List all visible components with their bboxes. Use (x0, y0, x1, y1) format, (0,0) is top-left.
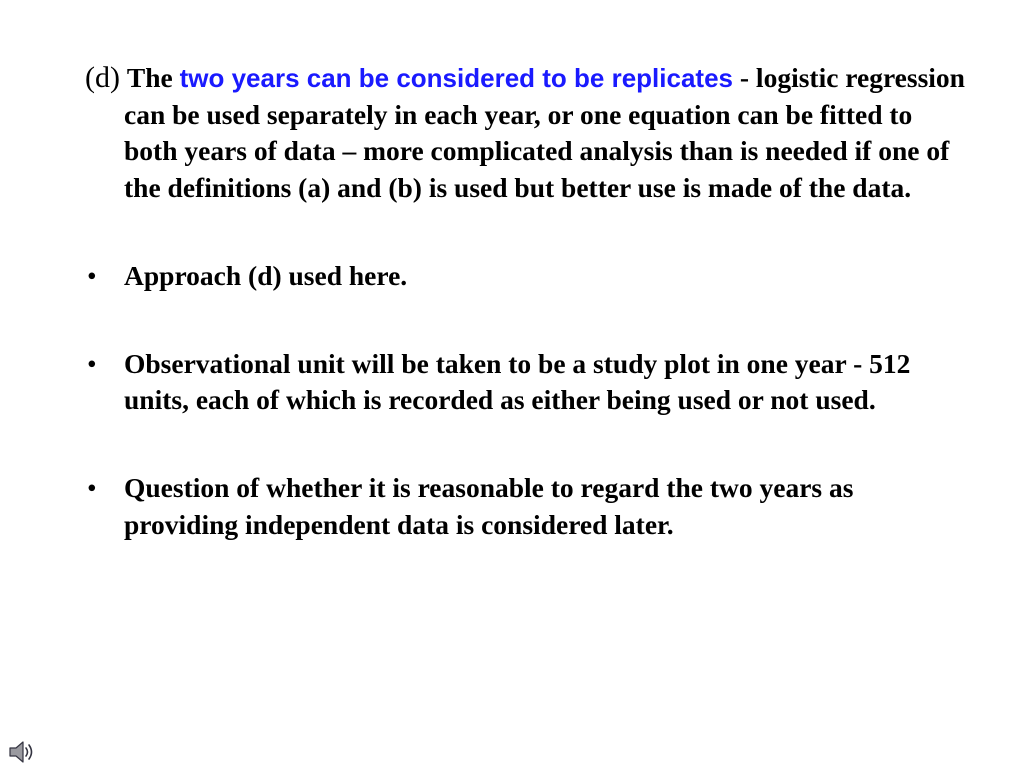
bullet-marker: • (87, 471, 97, 503)
lead-highlight: two years can be considered to be replicates (179, 63, 734, 93)
speaker-icon[interactable] (7, 739, 37, 765)
bullet-text: Observational unit will be taken to be a study plot in one year - 512 units, each of which is recorded as either being used or not used. (124, 347, 911, 416)
bullet-text: Question of whether it is reasonable to regard the two years as providing independent data is considered later. (124, 471, 854, 540)
lead-text-before: The (126, 62, 173, 93)
lead-text-after: - logistic regression can be used separately in each year, or one equation can be fitted to both years of data – more complicated analysis than is needed if one of the definitions (a) and (b) is used but better use is made of the data. (124, 62, 965, 204)
lead-marker: (d) (85, 61, 120, 94)
bullet-marker: • (87, 259, 97, 291)
lead-paragraph (85, 60, 965, 207)
bullet-marker: • (87, 347, 97, 379)
slide-body (85, 60, 965, 594)
bullet-item-2 (85, 346, 965, 419)
bullet-item-3 (85, 470, 965, 543)
speaker-icon-graphic (7, 739, 37, 765)
bullet-text: Approach (d) used here. (124, 259, 408, 291)
bullet-item-1 (85, 258, 965, 295)
